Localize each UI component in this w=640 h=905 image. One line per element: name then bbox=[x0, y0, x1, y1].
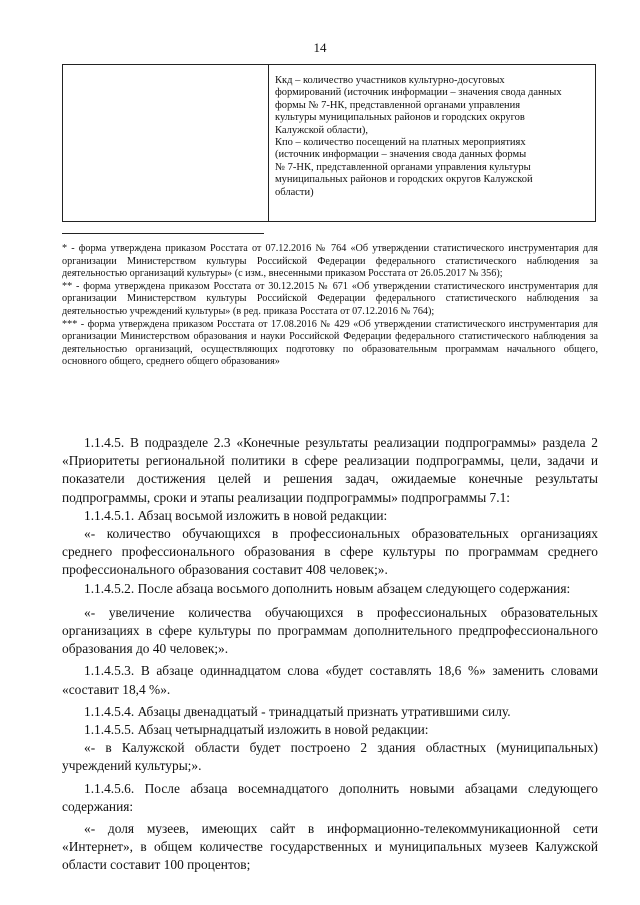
table-line: Кпо – количество посещений на платных мероприятиях bbox=[275, 137, 526, 149]
quote-paragraph: «- в Калужской области будет построено 2 здания областных (муниципальных) учреждений культуры;». bbox=[62, 740, 598, 774]
footnote-2: ** - форма утверждена приказом Росстата от 30.12.2015 № 671 «Об утверждении статистического инструментария для организации Министерством культуры Российской Федерации федерального статистического наблюдения за деятельностью учреждений культуры» (в ред. приказа Росстата от 07.12.2016 № 764); bbox=[62, 280, 598, 317]
paragraph-1-1-4-5-3: 1.1.4.5.3. В абзаце одиннадцатом слова «будет составлять 18,6 %» заменить словами «составит 18,4 %». bbox=[62, 663, 598, 697]
table-line: (источник информации – значения свода данных формы bbox=[275, 149, 527, 161]
table-cell-definitions bbox=[275, 75, 591, 199]
footnote-3: *** - форма утверждена приказом Росстата от 17.08.2016 № 429 «Об утверждении статистического инструментария для организации Министерством образования и науки Российской Федерации федерального статистического наблюдения за деятельностью организаций, осуществляющих подготовку по образовательным программам начального общего, основного общего, среднего общего образования» bbox=[62, 318, 598, 368]
indicator-table bbox=[62, 64, 596, 222]
table-line: Ккд – количество участников культурно-досуговых bbox=[275, 75, 505, 86]
quote-paragraph: «- количество обучающихся в профессиональных образовательных организациях среднего профессионального образования в сфере культуры по программам среднего профессионального образования составит 408 человек;». bbox=[62, 526, 598, 578]
footnote-separator bbox=[62, 233, 264, 234]
page-number: 14 bbox=[313, 40, 327, 55]
table-line: формирований (источник информации – значения свода данных bbox=[275, 87, 562, 99]
quote-paragraph: «- доля музеев, имеющих сайт в информационно-телекоммуникационной сети «Интернет», в общем количестве государственных и муниципальных музеев Калужской области составит 100 процентов; bbox=[62, 821, 598, 873]
paragraph-1-1-4-5-6: 1.1.4.5.6. После абзаца восемнадцатого дополнить новыми абзацами следующего содержания: bbox=[62, 780, 598, 814]
table-line: культуры муниципальных районов и городских округов bbox=[275, 112, 525, 124]
paragraph-1-1-4-5-5: 1.1.4.5.5. Абзац четырнадцатый изложить в новой редакции: bbox=[84, 722, 429, 738]
footnotes bbox=[62, 243, 598, 369]
table-column-divider bbox=[268, 65, 269, 221]
paragraph-1-1-4-5-4: 1.1.4.5.4. Абзацы двенадцатый - тринадцатый признать утратившими силу. bbox=[84, 703, 511, 719]
document-body bbox=[62, 434, 598, 875]
paragraph-1-1-4-5-2: 1.1.4.5.2. После абзаца восьмого дополнить новым абзацем следующего содержания: bbox=[84, 580, 571, 596]
table-line: муниципальных районов и городских округов Калужской bbox=[275, 174, 533, 186]
paragraph-1-1-4-5-1: 1.1.4.5.1. Абзац восьмой изложить в новой редакции: bbox=[84, 507, 388, 523]
table-line: области) bbox=[275, 186, 314, 198]
paragraph-1-1-4-5: 1.1.4.5. В подразделе 2.3 «Конечные результаты реализации подпрограммы» раздела 2 «Приоритеты региональной политики в сфере реализации подпрограммы, цели, задачи и показатели достижения целей и решения задач, ожидаемые конечные результаты подпрограммы, сроки и этапы реализации подпрограммы» подпрограммы 7.1: bbox=[62, 435, 598, 505]
footnote-1: * - форма утверждена приказом Росстата от 07.12.2016 № 764 «Об утверждении статистического инструментария для организации Министерством культуры Российской Федерации федерального статистического наблюдения за деятельностью организаций культуры» (с изм., внесенными приказом Росстата от 26.05.2017 № 356); bbox=[62, 243, 598, 280]
table-line: Калужской области), bbox=[275, 124, 368, 136]
table-line: № 7-НК, представленной органами управления культуры bbox=[275, 161, 531, 173]
quote-paragraph: «- увеличение количества обучающихся в профессиональных образовательных организациях в сфере культуры по программам дополнительного предпрофессионального образования до 40 человек;». bbox=[62, 604, 598, 657]
table-line: формы № 7-НК, представленной органами управления bbox=[275, 99, 521, 111]
